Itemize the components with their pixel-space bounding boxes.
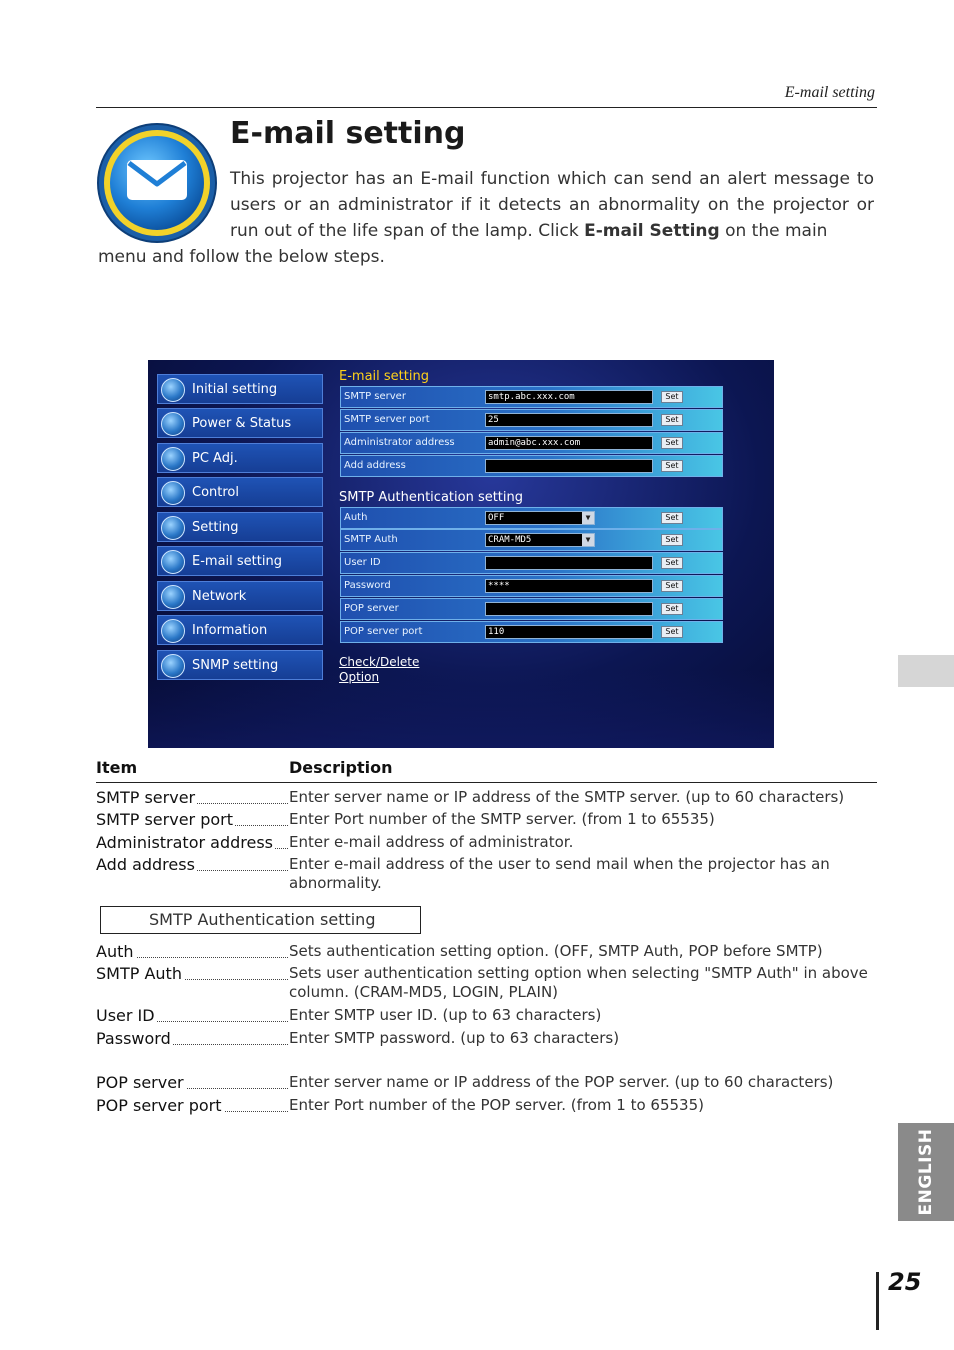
- intro-bold-link: E-mail Setting: [584, 221, 720, 241]
- item-description: Enter server name or IP address of the SMTP server. (up to 60 characters): [289, 788, 845, 806]
- item-name: [96, 1006, 288, 1026]
- nav-label: Information: [192, 623, 268, 638]
- power-icon: [161, 412, 185, 436]
- row-label: Add address: [344, 460, 406, 471]
- col-header-description: Description: [289, 758, 393, 777]
- set-button[interactable]: Set: [661, 580, 683, 592]
- auth-section-box: SMTP Authentication setting: [100, 906, 421, 934]
- item-label: POP server port: [96, 1096, 222, 1115]
- nav-initial-setting[interactable]: [157, 374, 323, 404]
- row-label: SMTP server port: [344, 414, 430, 425]
- set-button[interactable]: Set: [661, 603, 683, 615]
- password-input[interactable]: ****: [485, 579, 653, 593]
- row-label: POP server: [344, 603, 399, 614]
- nav-pc-adj[interactable]: [157, 443, 323, 473]
- check-delete-link[interactable]: Check/Delete: [339, 655, 420, 669]
- nav-label: Control: [192, 485, 239, 500]
- nav-label: SNMP setting: [192, 658, 279, 673]
- form-row-pop-server: [340, 598, 723, 620]
- email-icon: [96, 122, 218, 244]
- monitor-icon: [161, 447, 185, 471]
- language-label: ENGLISH: [916, 1128, 936, 1216]
- item-name: [96, 1073, 288, 1093]
- set-button[interactable]: Set: [661, 512, 683, 524]
- nav-setting[interactable]: [157, 512, 323, 542]
- intro-text: This projector has an E-mail function which can send an alert message to users or an administrator if it detects an abnormality on the projector or run out of the life span of the lamp. Click: [230, 169, 874, 241]
- item-description: Sets authentication setting option. (OFF, SMTP Auth, POP before SMTP): [289, 942, 823, 960]
- form-row-smtp-server: [340, 386, 723, 408]
- intro-text-end: on the main: [719, 221, 828, 241]
- running-header: E-mail setting: [784, 84, 875, 101]
- item-name: [96, 855, 288, 875]
- nav-label: Setting: [192, 520, 239, 535]
- chevron-down-icon: ▼: [582, 512, 594, 524]
- set-button[interactable]: Set: [661, 534, 683, 546]
- col-header-item: Item: [96, 758, 138, 777]
- intro-tail: menu and follow the below steps.: [98, 247, 385, 267]
- row-label: Auth: [344, 512, 368, 523]
- item-label: POP server: [96, 1073, 184, 1092]
- envelope-icon: [161, 550, 185, 574]
- form-row-add-address: [340, 455, 723, 477]
- row-label: Password: [344, 580, 391, 591]
- row-label: SMTP Auth: [344, 534, 398, 545]
- auth-select[interactable]: [485, 511, 595, 525]
- form-row-smtp-auth: [340, 529, 723, 551]
- pop-port-input[interactable]: 110: [485, 625, 653, 639]
- header-rule: [96, 107, 877, 108]
- wrench-icon: [161, 516, 185, 540]
- nav-snmp-setting[interactable]: [157, 650, 323, 680]
- item-name: [96, 833, 288, 853]
- row-label: User ID: [344, 557, 381, 568]
- nav-label: E-mail setting: [192, 554, 282, 569]
- form-row-auth: [340, 507, 723, 529]
- auth-select-value: OFF: [488, 513, 505, 523]
- form-row-smtp-port: [340, 409, 723, 431]
- info-icon: [161, 619, 185, 643]
- item-description: Enter e-mail address of the user to send mail when the projector has an abnormality.: [289, 855, 830, 892]
- set-button[interactable]: Set: [661, 391, 683, 403]
- table-header-rule: [96, 782, 877, 783]
- form-row-pop-port: [340, 621, 723, 643]
- option-link[interactable]: Option: [339, 670, 380, 684]
- chapter-tab-marker: [898, 655, 954, 687]
- page-title: E-mail setting: [230, 116, 466, 151]
- nav-control[interactable]: [157, 477, 323, 507]
- item-label: Password: [96, 1029, 171, 1048]
- smtp-auth-select-value: CRAM-MD5: [488, 535, 532, 545]
- email-section-title: E-mail setting: [339, 369, 429, 384]
- auth-section-title: SMTP Authentication setting: [339, 490, 524, 505]
- item-description: Sets user authentication setting option when selecting "SMTP Auth" in above column. (CRAM-MD5, LOGIN, PLAIN): [289, 964, 868, 1001]
- item-label: User ID: [96, 1006, 155, 1025]
- snmp-icon: [161, 654, 185, 678]
- smtp-port-input[interactable]: 25: [485, 413, 653, 427]
- add-address-input[interactable]: [485, 459, 653, 473]
- item-description: Enter server name or IP address of the POP server. (up to 60 characters): [289, 1073, 834, 1091]
- set-button[interactable]: Set: [661, 626, 683, 638]
- item-label: Auth: [96, 942, 134, 961]
- nav-information[interactable]: [157, 615, 323, 645]
- item-name: [96, 1096, 288, 1116]
- item-label: SMTP server port: [96, 810, 233, 829]
- item-description: Enter SMTP user ID. (up to 63 characters): [289, 1006, 602, 1024]
- nav-label: Power & Status: [192, 416, 292, 431]
- item-name: [96, 964, 288, 984]
- row-label: POP server port: [344, 626, 423, 637]
- item-label: SMTP server: [96, 788, 196, 807]
- item-name: [96, 788, 288, 808]
- form-row-password: [340, 575, 723, 597]
- item-name: [96, 942, 288, 962]
- set-button[interactable]: Set: [661, 460, 683, 472]
- nav-label: Network: [192, 589, 247, 604]
- row-label: SMTP server: [344, 391, 406, 402]
- set-button[interactable]: Set: [661, 437, 683, 449]
- item-name: [96, 810, 288, 830]
- item-description: Enter e-mail address of administrator.: [289, 833, 574, 851]
- item-label: Administrator address: [96, 833, 274, 852]
- admin-address-input[interactable]: admin@abc.xxx.com: [485, 436, 653, 450]
- page-number: 25: [888, 1268, 922, 1296]
- nav-power-status[interactable]: [157, 408, 323, 438]
- control-icon: [161, 481, 185, 505]
- item-name: [96, 1029, 288, 1049]
- smtp-auth-select[interactable]: [485, 533, 595, 547]
- network-icon: [161, 585, 185, 609]
- intro-paragraph: [230, 166, 874, 244]
- language-tab: [898, 1123, 954, 1221]
- item-label: SMTP Auth: [96, 964, 182, 983]
- nav-label: Initial setting: [192, 382, 278, 397]
- nav-network[interactable]: [157, 581, 323, 611]
- chevron-down-icon: ▼: [582, 534, 594, 546]
- form-row-user-id: [340, 552, 723, 574]
- gear-icon: [161, 378, 185, 402]
- pop-server-input[interactable]: [485, 602, 653, 616]
- email-settings-screenshot: [148, 360, 774, 748]
- nav-email-setting[interactable]: [157, 546, 323, 576]
- item-description: Enter Port number of the SMTP server. (from 1 to 65535): [289, 810, 715, 828]
- set-button[interactable]: Set: [661, 557, 683, 569]
- user-id-input[interactable]: [485, 556, 653, 570]
- form-row-admin-address: [340, 432, 723, 454]
- set-button[interactable]: Set: [661, 414, 683, 426]
- item-description: Enter SMTP password. (up to 63 characters): [289, 1029, 620, 1047]
- nav-label: PC Adj.: [192, 451, 238, 466]
- page-number-bar: [876, 1272, 879, 1330]
- item-label: Add address: [96, 855, 195, 874]
- item-description: Enter Port number of the POP server. (from 1 to 65535): [289, 1096, 704, 1114]
- smtp-server-input[interactable]: smtp.abc.xxx.com: [485, 390, 653, 404]
- row-label: Administrator address: [344, 437, 455, 448]
